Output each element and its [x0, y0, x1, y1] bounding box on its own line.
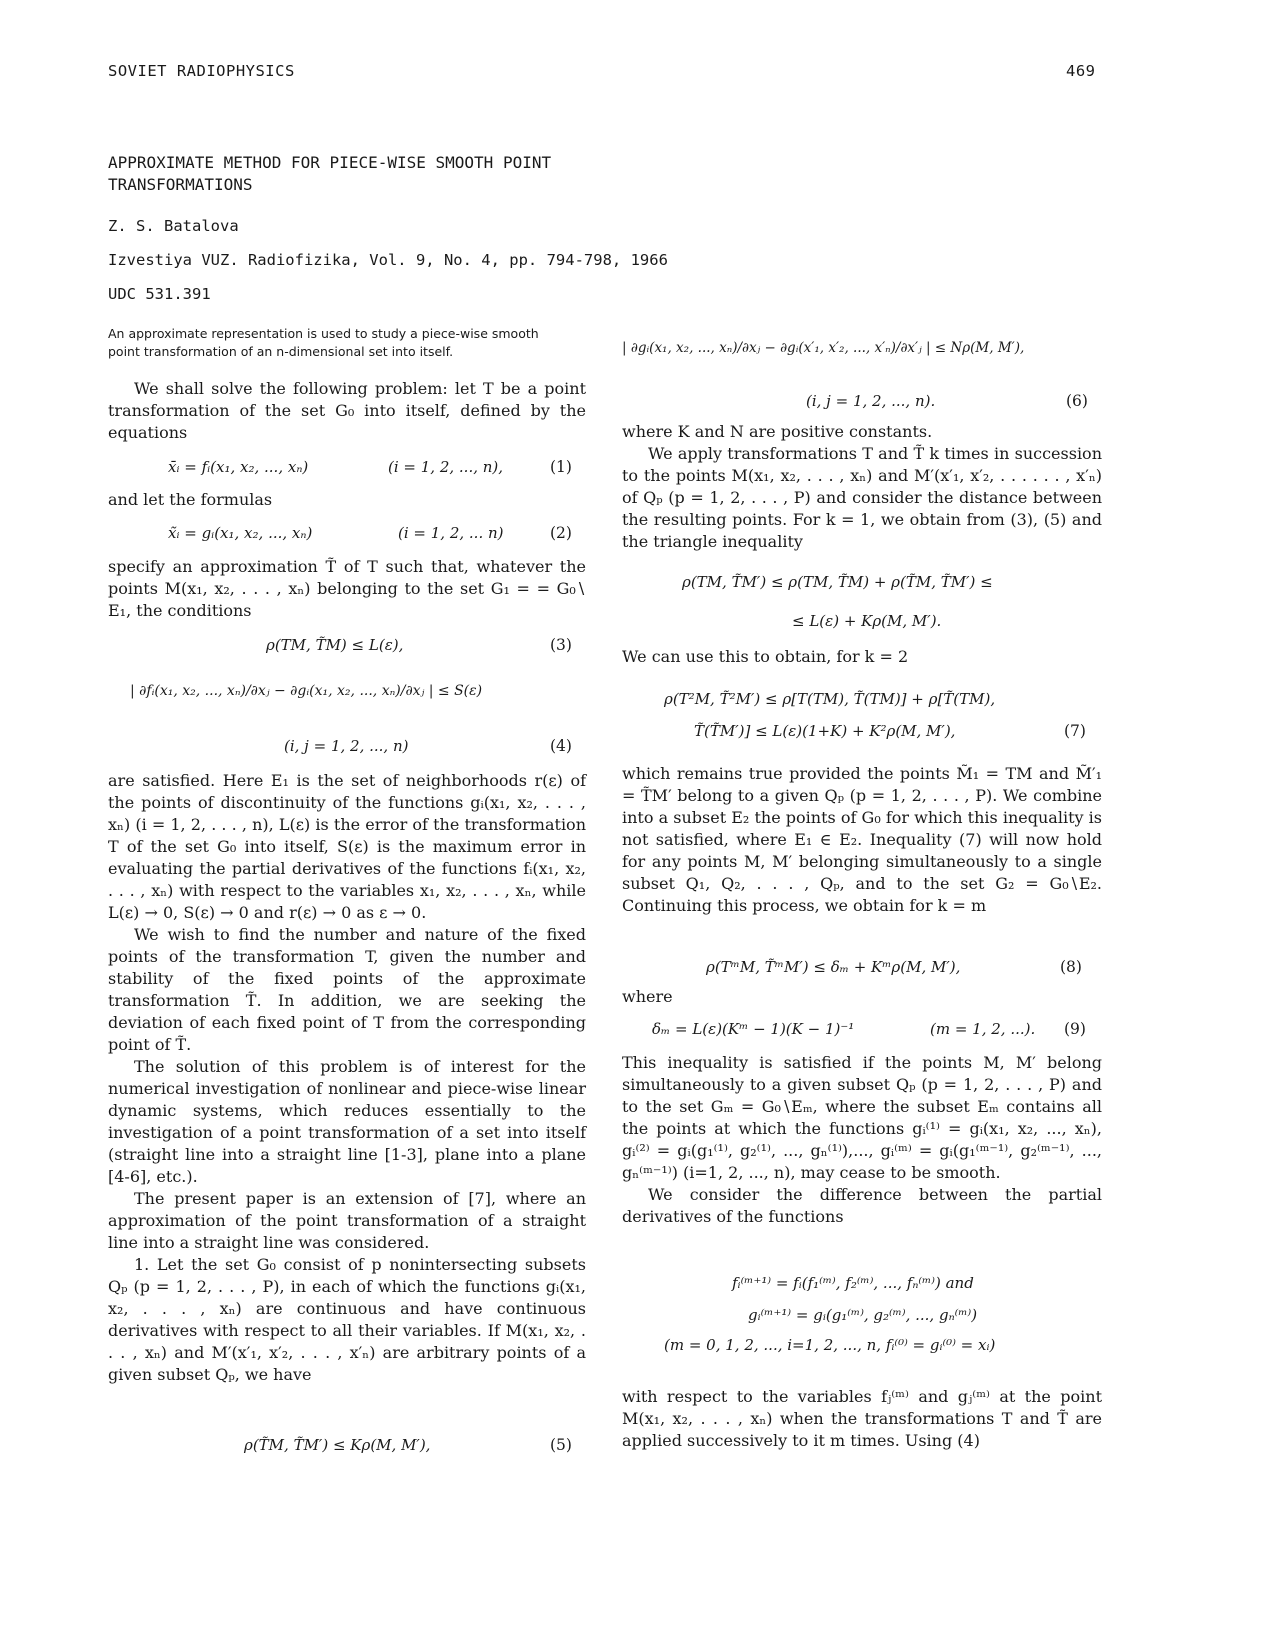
left-column-paragraph-3: [108, 556, 586, 622]
equation-2: x̃ᵢ = gᵢ(x₁, x₂, ..., xₙ): [168, 524, 313, 542]
abstract-line: point transformation of an n-dimensional set into itself.: [108, 344, 454, 359]
paragraph: We shall solve the following problem: let T be a point transformation of the set G₀ into itself, defined by the equations: [108, 379, 586, 442]
equation-10-line-2: gᵢ⁽ᵐ⁺¹⁾ = gᵢ(g₁⁽ᵐ⁾, g₂⁽ᵐ⁾, ..., gₙ⁽ᵐ⁾): [748, 1306, 978, 1324]
right-column-paragraph-6: [622, 1386, 1102, 1452]
equation-7-line-2: T̃(T̃M′)] ≤ L(ε)(1+K) + K²ρ(M, M′),: [694, 722, 956, 740]
equation-5: ρ(T̃M, T̃M′) ≤ Kρ(M, M′),: [244, 1436, 431, 1454]
author: Z. S. Batalova: [108, 217, 239, 235]
equation-6: | ∂gᵢ(x₁, x₂, ..., xₙ)/∂xⱼ − ∂gᵢ(x′₁, x′₂, ..., x′ₙ)/∂x′ⱼ | ≤ Nρ(M, M′),: [622, 340, 1025, 356]
equation-7a-line-1: ρ(TM, T̃M′) ≤ ρ(TM, T̃M) + ρ(T̃M, T̃M′) ≤: [682, 573, 993, 591]
left-column-paragraph-2: [108, 489, 586, 511]
equation-2-number: (2): [550, 524, 572, 542]
equation-4: | ∂fᵢ(x₁, x₂, ..., xₙ)/∂xⱼ − ∂gᵢ(x₁, x₂, ..., xₙ)/∂xⱼ | ≤ S(ε): [130, 683, 483, 699]
equation-7-line-1: ρ(T²M, T̃²M′) ≤ ρ[T(TM), T̃(TM)] + ρ[T̃(TM),: [664, 690, 996, 708]
citation: Izvestiya VUZ. Radiofizika, Vol. 9, No. 4, pp. 794-798, 1966: [108, 251, 668, 269]
equation-1: x̄ᵢ = fᵢ(x₁, x₂, ..., xₙ): [168, 458, 309, 476]
paragraph: with respect to the variables fⱼ⁽ᵐ⁾ and gⱼ⁽ᵐ⁾ at the point M(x₁, x₂, . . . , xₙ) when the transformations T and T̃ are applied successively to it m times. Using (4): [622, 1387, 1102, 1450]
equation-7-number: (7): [1064, 722, 1086, 740]
paragraph: specify an approximation T̃ of T such that, whatever the points M(x₁, x₂, . . . , xₙ) belonging to the set G₁ = = G₀∖ E₁, the conditions: [108, 557, 586, 620]
equation-2-condition: (i = 1, 2, ... n): [398, 524, 504, 542]
equation-6-condition: (i, j = 1, 2, ..., n).: [806, 392, 936, 410]
paragraph: and let the formulas: [108, 490, 273, 509]
equation-3: ρ(TM, T̃M) ≤ L(ε),: [266, 636, 404, 654]
paragraph: We can use this to obtain, for k = 2: [622, 647, 909, 666]
abstract: [108, 325, 598, 361]
equation-5-number: (5): [550, 1436, 572, 1454]
right-column-paragraph-3: [622, 763, 1102, 917]
equation-7a-line-2: ≤ L(ε) + Kρ(M, M′).: [792, 612, 942, 630]
right-column-paragraph-2: [622, 646, 1102, 668]
equation-9-number: (9): [1064, 1020, 1086, 1038]
paragraph: 1. Let the set G₀ consist of p nonintersecting subsets Qₚ (p = 1, 2, . . . , P), in each of which the functions gᵢ(x₁, x₂, . . . , xₙ) are continuous and have continuous derivatives with respect to all their variables. If M(x₁, x₂, . . . , xₙ) and M′(x′₁, x′₂, . . . , x′ₙ) are arbitrary points of a given subset Qₚ, we have: [108, 1255, 586, 1384]
equation-4-condition: (i, j = 1, 2, ..., n): [284, 737, 409, 755]
left-column-paragraph-4: [108, 770, 586, 1386]
paragraph: We consider the difference between the partial derivatives of the functions: [622, 1185, 1102, 1226]
udc-code: UDC 531.391: [108, 285, 211, 303]
paragraph: We apply transformations T and T̃ k times in succession to the points M(x₁, x₂, . . . , xₙ) and M′(x′₁, x′₂, . . . . . . , x′ₙ) of Qₚ (p = 1, 2, . . . , P) and consider the distance between the resulting points. For k = 1, we obtain from (3), (5) and the triangle inequality: [622, 444, 1102, 551]
equation-1-condition: (i = 1, 2, ..., n),: [388, 458, 504, 476]
article-title-line: APPROXIMATE METHOD FOR PIECE-WISE SMOOTH POINT: [108, 153, 552, 172]
paragraph: which remains true provided the points M̃₁ = TM and M̃′₁ = T̃M′ belong to a given Qₚ (p = 1, 2, . . . , P). We combine into a subset E₂ the points of G₀ for which this inequality is not satisfied, where E₁ ∈ E₂. Inequality (7) will now hold for any points M, M′ belonging simultaneously to a single subset Q₁, Q₂, . . . , Qₚ, and to the set G₂ = G₀∖E₂. Continuing this process, we obtain for k = m: [622, 764, 1102, 915]
equation-3-number: (3): [550, 636, 572, 654]
right-column-paragraph-4: [622, 986, 1102, 1008]
equation-4-number: (4): [550, 737, 572, 755]
paragraph: where K and N are positive constants.: [622, 422, 933, 441]
equation-10-line-3: (m = 0, 1, 2, ..., i=1, 2, ..., n, fᵢ⁽⁰⁾ = gᵢ⁽⁰⁾ = xᵢ): [664, 1336, 996, 1354]
paragraph: The solution of this problem is of interest for the numerical investigation of nonlinear and piece-wise linear dynamic systems, which reduces essentially to the investigation of a point transformation of a set into itself (straight line into a straight line [1-3], plane into a plane [4-6], etc.).: [108, 1057, 586, 1186]
page-number: 469: [1066, 62, 1096, 80]
equation-10-line-1: fᵢ⁽ᵐ⁺¹⁾ = fᵢ(f₁⁽ᵐ⁾, f₂⁽ᵐ⁾, ..., fₙ⁽ᵐ⁾) and: [732, 1274, 974, 1292]
paragraph: We wish to find the number and nature of the fixed points of the transformation T, given the number and stability of the fixed points of the approximate transformation T̃. In addition, we are seeking the deviation of each fixed point of T from the corresponding point of T̃.: [108, 925, 586, 1054]
article-title-line: TRANSFORMATIONS: [108, 175, 253, 194]
paragraph: The present paper is an extension of [7], where an approximation of the point transformation of a straight line into a straight line was considered.: [108, 1189, 586, 1252]
equation-9-condition: (m = 1, 2, ...).: [930, 1020, 1036, 1038]
running-header-journal: SOVIET RADIOPHYSICS: [108, 62, 295, 80]
equation-9: δₘ = L(ε)(Kᵐ − 1)(K − 1)⁻¹: [652, 1020, 855, 1038]
equation-8-number: (8): [1060, 958, 1082, 976]
paragraph: This inequality is satisfied if the points M, M′ belong simultaneously to a given subset Qₚ (p = 1, 2, . . . , P) and to the set Gₘ = G₀∖Eₘ, where the subset Eₘ contains all the points at which the functions gᵢ⁽¹⁾ = gᵢ(x₁, x₂, ..., xₙ), gᵢ⁽²⁾ = gᵢ(g₁⁽¹⁾, g₂⁽¹⁾, ..., gₙ⁽¹⁾),..., gᵢ⁽ᵐ⁾ = gᵢ(g₁⁽ᵐ⁻¹⁾, g₂⁽ᵐ⁻¹⁾, ..., gₙ⁽ᵐ⁻¹⁾) (i=1, 2, ..., n), may cease to be smooth.: [622, 1053, 1102, 1182]
equation-8: ρ(TᵐM, T̃ᵐM′) ≤ δₘ + Kᵐρ(M, M′),: [706, 958, 961, 976]
abstract-line: An approximate representation is used to study a piece-wise smooth: [108, 326, 539, 341]
equation-1-number: (1): [550, 458, 572, 476]
equation-6-number: (6): [1066, 392, 1088, 410]
paragraph: where: [622, 987, 673, 1006]
left-column-paragraph-1: [108, 378, 586, 444]
right-column-paragraph-5: [622, 1052, 1102, 1228]
right-column-paragraph-1: [622, 421, 1102, 553]
article-title: [108, 152, 708, 196]
paragraph: are satisfied. Here E₁ is the set of neighborhoods r(ε) of the points of discontinuity of the functions gᵢ(x₁, x₂, . . . , xₙ) (i = 1, 2, . . . , n), L(ε) is the error of the transformation T of the set G₀ into itself, S(ε) is the maximum error in evaluating the partial derivatives of the functions fᵢ(x₁, x₂, . . . , xₙ) with respect to the variables x₁, x₂, . . . , xₙ, while L(ε) → 0, S(ε) → 0 and r(ε) → 0 as ε → 0.: [108, 771, 586, 922]
